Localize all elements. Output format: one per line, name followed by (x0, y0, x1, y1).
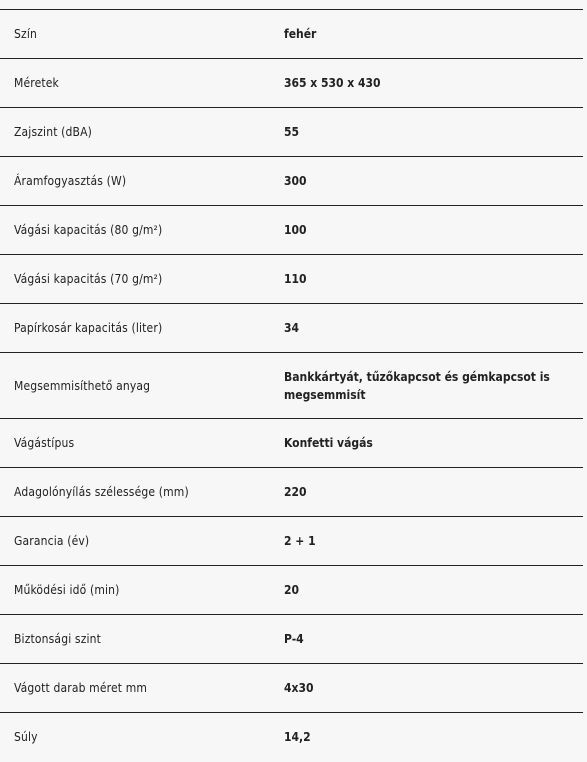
spec-label: Papírkosár kapacitás (liter) (14, 321, 163, 335)
spec-value: 55 (284, 125, 300, 139)
spec-value: 4x30 (284, 681, 314, 695)
spec-label: Adagolónyílás szélessége (mm) (14, 485, 189, 499)
spec-row-dimensions (0, 58, 583, 107)
spec-label: Biztonsági szint (14, 632, 102, 646)
spec-row-color (0, 9, 583, 58)
spec-row-bin-capacity (0, 303, 583, 352)
spec-value: fehér (284, 27, 317, 41)
spec-row-operating-time (0, 565, 583, 614)
spec-row-power-consumption (0, 156, 583, 205)
spec-value: 2 + 1 (284, 534, 316, 548)
spec-table (0, 9, 583, 761)
spec-value: 220 (284, 485, 307, 499)
spec-value: 20 (284, 583, 300, 597)
spec-label: Zajszint (dBA) (14, 125, 92, 139)
spec-value: P-4 (284, 632, 304, 646)
spec-label: Megsemmisíthető anyag (14, 378, 151, 393)
spec-label: Áramfogyasztás (W) (14, 174, 127, 188)
spec-row-feed-width (0, 467, 583, 516)
spec-label: Vágott darab méret mm (14, 681, 148, 695)
spec-value: 365 x 530 x 430 (284, 76, 381, 90)
spec-value: 110 (284, 272, 307, 286)
spec-row-warranty (0, 516, 583, 565)
spec-row-capacity-70g (0, 254, 583, 303)
spec-row-capacity-80g (0, 205, 583, 254)
spec-value: Bankkártyát, tűzőkapcsot és gémkapcsot is megsemmisít (284, 369, 550, 402)
spec-row-security-level (0, 614, 583, 663)
spec-value: 300 (284, 174, 307, 188)
spec-label: Szín (14, 27, 37, 41)
spec-label: Garancia (év) (14, 534, 90, 548)
spec-label: Súly (14, 730, 38, 744)
spec-label: Működési idő (min) (14, 583, 120, 597)
spec-value: Konfetti vágás (284, 436, 373, 450)
spec-row-noise-level (0, 107, 583, 156)
spec-value: 34 (284, 321, 300, 335)
spec-label: Vágási kapacitás (80 g/m²) (14, 223, 163, 237)
spec-label: Vágási kapacitás (70 g/m²) (14, 272, 163, 286)
spec-row-cut-type (0, 418, 583, 467)
spec-row-weight (0, 712, 583, 761)
spec-value: 100 (284, 223, 307, 237)
spec-label: Vágástípus (14, 436, 75, 450)
spec-row-shreddable-material (0, 352, 583, 418)
spec-row-particle-size (0, 663, 583, 712)
spec-label: Méretek (14, 76, 59, 90)
spec-value: 14,2 (284, 730, 311, 744)
